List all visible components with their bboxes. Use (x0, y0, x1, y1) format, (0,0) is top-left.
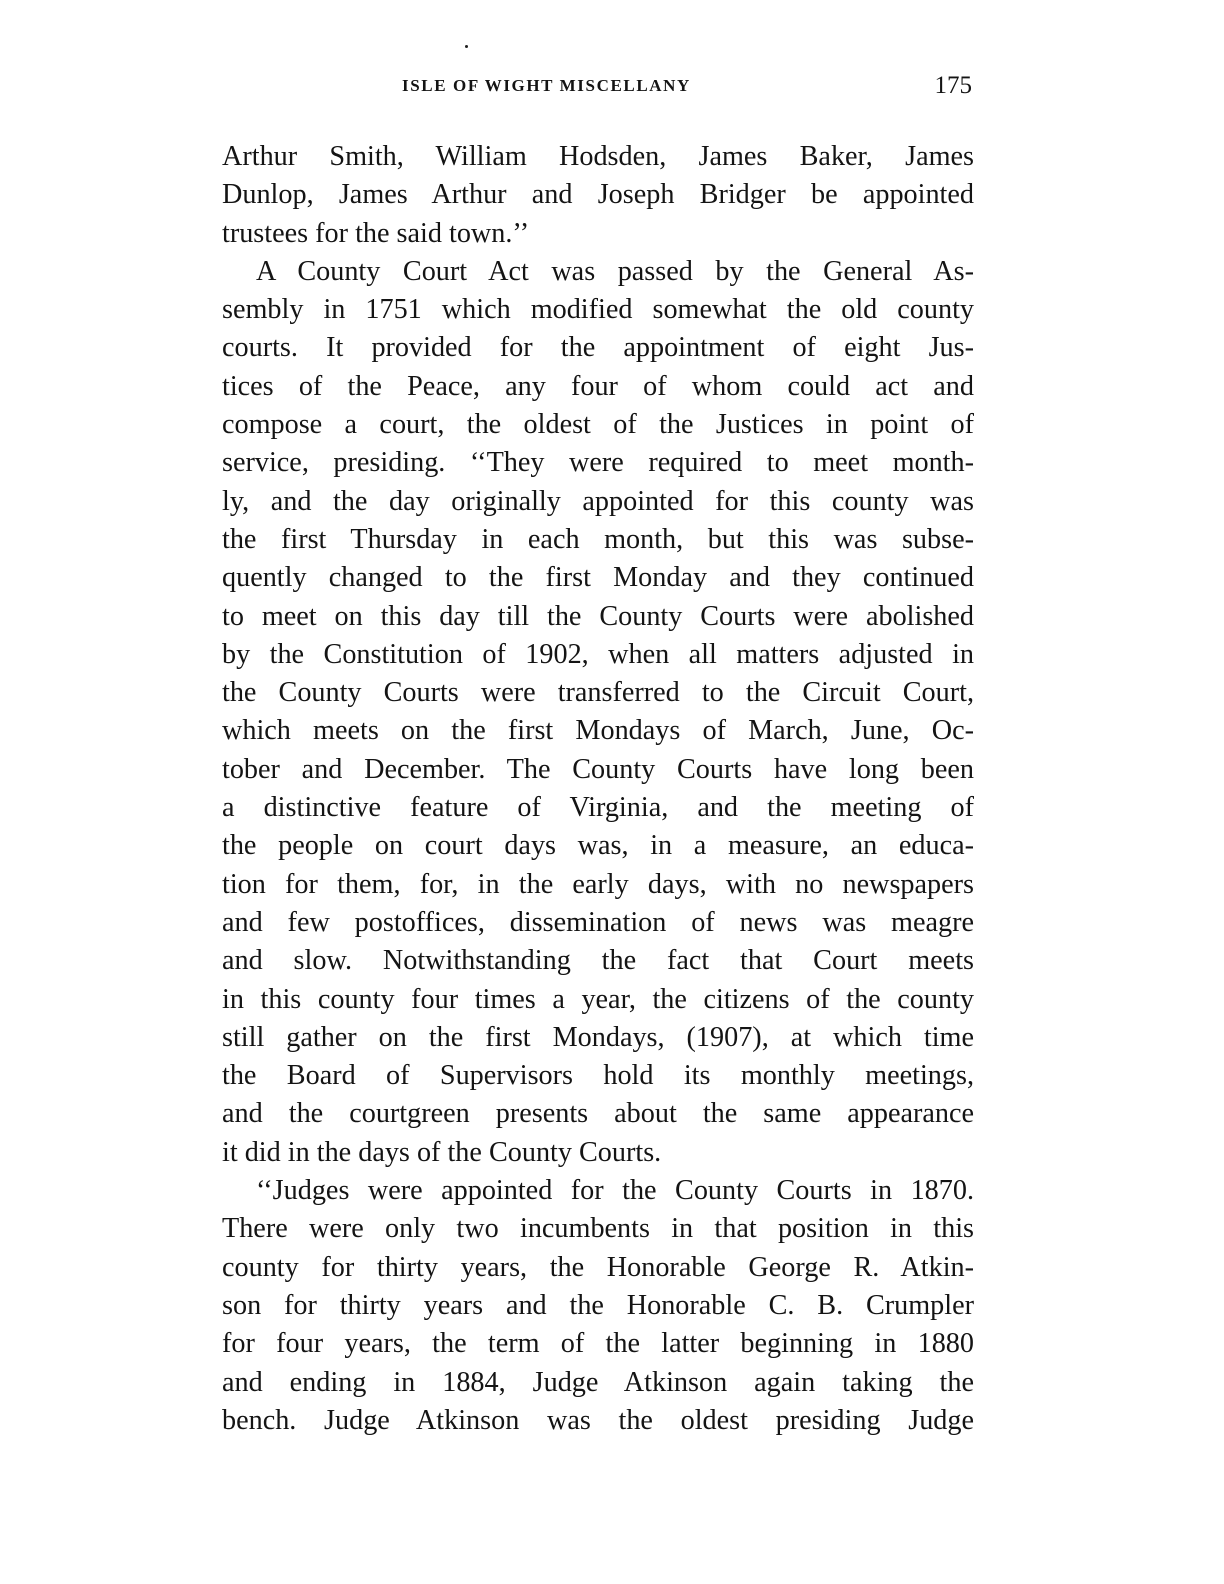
text-line: still gather on the first Mondays, (1907), at which time (222, 1021, 974, 1053)
text-line: son for thirty years and the Honorable C. B. Crumpler (222, 1289, 974, 1321)
text-line: tober and December. The County Courts have long been (222, 753, 974, 785)
text-line: and few postoffices, dissemination of news was meagre (222, 906, 974, 938)
text-line: by the Constitution of 1902, when all matters adjusted in (222, 638, 974, 670)
paragraph-start-line: A County Court Act was passed by the General As- (256, 255, 974, 287)
text-line: the first Thursday in each month, but this was subse- (222, 523, 974, 555)
text-line: the people on court days was, in a measure, an educa- (222, 830, 974, 862)
text-line: and ending in 1884, Judge Atkinson again taking the (222, 1366, 974, 1398)
text-line: it did in the days of the County Courts. (222, 1136, 662, 1168)
text-line: compose a court, the oldest of the Justices in point of (222, 409, 974, 441)
text-line: courts. It provided for the appointment of eight Jus- (222, 332, 974, 364)
text-line: in this county four times a year, the citizens of the county (222, 983, 974, 1015)
text-line: quently changed to the first Monday and they continued (222, 562, 974, 594)
running-title: ISLE OF WIGHT MISCELLANY (402, 76, 691, 95)
text-line: the Board of Supervisors hold its monthly meetings, (222, 1060, 974, 1092)
text-line: bench. Judge Atkinson was the oldest presiding Judge (222, 1404, 974, 1436)
text-line: the County Courts were transferred to the Circuit Court, (222, 677, 974, 709)
text-line: for four years, the term of the latter beginning in 1880 (222, 1328, 974, 1360)
running-head (222, 72, 974, 106)
text-line: and the courtgreen presents about the same appearance (222, 1098, 974, 1130)
body-text (222, 138, 974, 1440)
text-line: tion for them, for, in the early days, with no newspapers (222, 868, 974, 900)
page-number: 175 (934, 72, 972, 99)
text-line: a distinctive feature of Virginia, and the meeting of (222, 792, 974, 824)
print-speck (465, 45, 468, 48)
text-line: trustees for the said town.’’ (222, 217, 530, 249)
text-line: county for thirty years, the Honorable George R. Atkin- (222, 1251, 974, 1283)
text-line: sembly in 1751 which modified somewhat the old county (222, 294, 974, 326)
text-line: service, presiding. ‘‘They were required to meet month- (222, 447, 974, 479)
text-line: tices of the Peace, any four of whom could act and (222, 370, 974, 402)
text-line: which meets on the first Mondays of March, June, Oc- (222, 715, 974, 747)
text-line: ly, and the day originally appointed for this county was (222, 485, 974, 517)
text-line: There were only two incumbents in that position in this (222, 1213, 974, 1245)
text-line: to meet on this day till the County Courts were abolished (222, 600, 974, 632)
paragraph-start-line: ‘‘Judges were appointed for the County Courts in 1870. (256, 1175, 974, 1207)
text-line: Dunlop, James Arthur and Joseph Bridger be appointed (222, 179, 974, 211)
text-line: Arthur Smith, William Hodsden, James Baker, James (222, 141, 974, 172)
text-line: and slow. Notwithstanding the fact that Court meets (222, 945, 974, 977)
